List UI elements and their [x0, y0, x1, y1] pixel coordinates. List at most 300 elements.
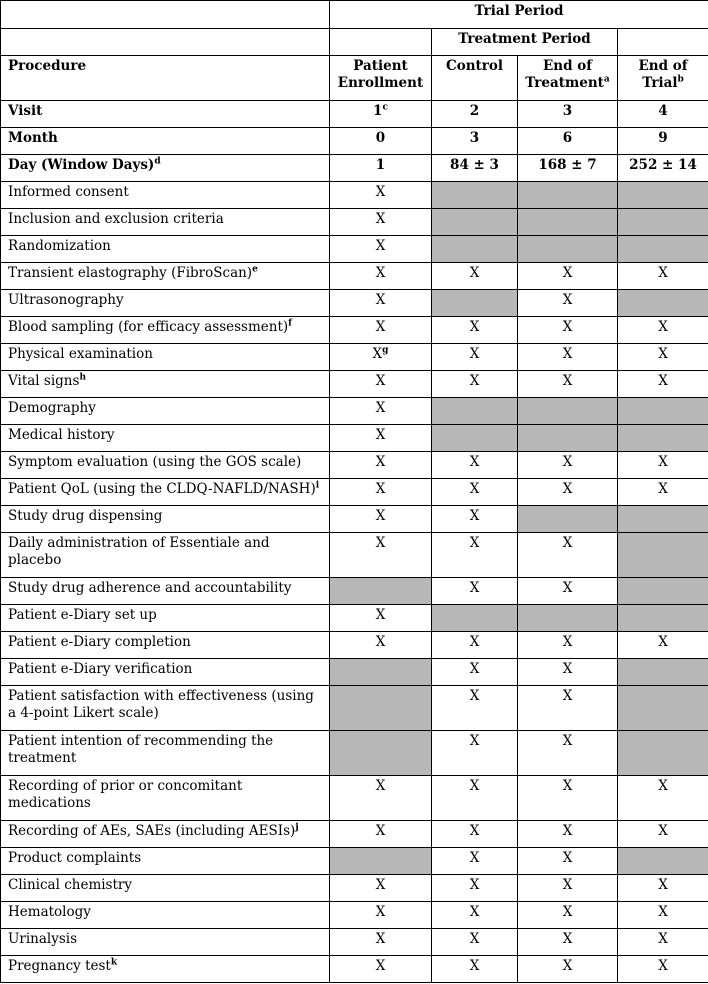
procedure-label-text: Symptom evaluation (using the GOS scale): [8, 454, 302, 470]
footnote-marker: d: [154, 156, 161, 167]
scheduled-mark: X: [658, 904, 668, 920]
scheduled-mark: X: [469, 733, 480, 749]
scheduled-mark: X: [658, 931, 668, 947]
procedure-label-text: Inclusion and exclusion criteria: [8, 211, 224, 227]
procedure-label-text: Vital signs: [8, 373, 80, 389]
info-value: 0: [375, 130, 386, 146]
procedure-row: [1, 182, 708, 209]
procedure-label: [1, 236, 330, 263]
not-applicable-cell: [618, 425, 708, 452]
scheduled-mark: X: [562, 454, 573, 470]
scheduled-mark-cell: [432, 479, 518, 506]
control-column-header: Control: [432, 56, 518, 101]
scheduled-mark-cell: [432, 686, 518, 731]
not-applicable-cell: [618, 686, 708, 731]
scheduled-mark-cell: [518, 317, 618, 344]
procedure-row: [1, 605, 708, 632]
procedure-label: [1, 317, 330, 344]
scheduled-mark-cell: [432, 875, 518, 902]
scheduled-mark-cell: [330, 902, 432, 929]
scheduled-mark: X: [469, 661, 480, 677]
scheduled-mark: X: [469, 481, 480, 497]
procedure-label-text: Urinalysis: [8, 931, 78, 947]
scheduled-mark-cell: [518, 533, 618, 578]
procedure-row: [1, 875, 708, 902]
scheduled-mark: X: [375, 238, 386, 254]
footnote-marker: a: [603, 74, 610, 85]
scheduled-mark-cell: [518, 371, 618, 398]
not-applicable-cell: [518, 182, 618, 209]
procedure-row: [1, 659, 708, 686]
scheduled-mark: X: [562, 481, 573, 497]
not-applicable-cell: [518, 506, 618, 533]
info-value: 2: [469, 103, 480, 119]
procedure-row: [1, 902, 708, 929]
scheduled-mark: X: [562, 292, 573, 308]
not-applicable-cell: [432, 398, 518, 425]
scheduled-mark-cell: [432, 902, 518, 929]
scheduled-mark: X: [562, 346, 573, 362]
scheduled-mark: X: [658, 481, 668, 497]
procedure-label-text: Medical history: [8, 427, 115, 443]
scheduled-mark: X: [469, 931, 480, 947]
procedure-label: [1, 506, 330, 533]
procedure-label: [1, 686, 330, 731]
procedure-row: [1, 425, 708, 452]
info-value: 4: [658, 103, 668, 119]
procedure-label-text: Blood sampling (for efficacy assessment): [8, 319, 289, 335]
scheduled-mark-cell: [432, 956, 518, 983]
scheduled-mark: X: [375, 265, 386, 281]
info-value-cell: [518, 128, 618, 155]
procedure-label-text: Study drug dispensing: [8, 508, 163, 524]
procedure-label: [1, 875, 330, 902]
scheduled-mark-cell: [518, 956, 618, 983]
procedure-row: [1, 344, 708, 371]
scheduled-mark-cell: [618, 875, 708, 902]
info-value: 3: [469, 130, 480, 146]
scheduled-mark-cell: [330, 776, 432, 821]
end-of-treatment-label: End of Treatment: [525, 58, 604, 91]
scheduled-mark-cell: [518, 902, 618, 929]
procedure-label: [1, 290, 330, 317]
procedure-label: [1, 659, 330, 686]
scheduled-mark: X: [562, 904, 573, 920]
header-blank-cell: [618, 29, 708, 56]
procedure-label: [1, 398, 330, 425]
header-blank-cell: [330, 29, 432, 56]
scheduled-mark: X: [469, 319, 480, 335]
procedure-label: [1, 929, 330, 956]
scheduled-mark-cell: [432, 659, 518, 686]
not-applicable-cell: [330, 578, 432, 605]
scheduled-mark: X: [375, 634, 386, 650]
not-applicable-cell: [518, 236, 618, 263]
procedure-label: [1, 956, 330, 983]
info-row-label: [1, 128, 330, 155]
procedure-label-text: Patient e-Diary verification: [8, 661, 193, 677]
scheduled-mark: X: [469, 265, 480, 281]
scheduled-mark-cell: [330, 875, 432, 902]
scheduled-mark-cell: [330, 632, 432, 659]
procedure-label: [1, 776, 330, 821]
scheduled-mark-cell: [330, 821, 432, 848]
not-applicable-cell: [432, 236, 518, 263]
procedure-label: [1, 533, 330, 578]
not-applicable-cell: [618, 209, 708, 236]
scheduled-mark-cell: [618, 821, 708, 848]
procedure-label: [1, 632, 330, 659]
scheduled-mark-cell: [518, 821, 618, 848]
scheduled-mark: X: [562, 373, 573, 389]
scheduled-mark: X: [658, 823, 668, 839]
scheduled-mark: X: [658, 877, 668, 893]
procedure-label: [1, 479, 330, 506]
scheduled-mark-cell: [518, 659, 618, 686]
not-applicable-cell: [330, 848, 432, 875]
patient-enrollment-column-header: Patient Enrollment: [330, 56, 432, 101]
scheduled-mark: X: [469, 850, 480, 866]
scheduled-mark: X: [562, 958, 573, 974]
scheduled-mark: X: [375, 931, 386, 947]
scheduled-mark: X: [375, 823, 386, 839]
not-applicable-cell: [618, 605, 708, 632]
scheduled-mark: X: [658, 265, 668, 281]
footnote-marker: j: [295, 822, 299, 833]
scheduled-mark: X: [562, 778, 573, 794]
not-applicable-cell: [432, 290, 518, 317]
procedure-label: [1, 182, 330, 209]
scheduled-mark: X: [469, 346, 480, 362]
end-of-treatment-column-header: [518, 56, 618, 101]
scheduled-mark-cell: [330, 209, 432, 236]
info-value-cell: [330, 101, 432, 128]
procedure-row: [1, 731, 708, 776]
info-value: 84 ± 3: [450, 157, 499, 173]
info-value: 6: [562, 130, 573, 146]
info-value-cell: [330, 155, 432, 182]
scheduled-mark: X: [562, 580, 573, 596]
visit-info-rows: [1, 101, 708, 182]
procedure-row: [1, 263, 708, 290]
scheduled-mark-cell: [432, 344, 518, 371]
treatment-period-header: Treatment Period: [432, 29, 618, 56]
not-applicable-cell: [518, 605, 618, 632]
scheduled-mark-cell: [330, 236, 432, 263]
scheduled-mark-cell: [432, 452, 518, 479]
scheduled-mark: X: [375, 373, 386, 389]
not-applicable-cell: [432, 425, 518, 452]
procedure-row: [1, 479, 708, 506]
scheduled-mark-cell: [432, 506, 518, 533]
not-applicable-cell: [618, 182, 708, 209]
info-value: 9: [658, 130, 668, 146]
procedure-label: [1, 578, 330, 605]
scheduled-mark: X: [469, 634, 480, 650]
procedure-label: [1, 902, 330, 929]
scheduled-mark-cell: [330, 398, 432, 425]
scheduled-mark: X: [658, 454, 668, 470]
scheduled-mark: X: [375, 508, 386, 524]
procedure-row: [1, 398, 708, 425]
info-label-text: Visit: [8, 103, 43, 119]
scheduled-mark: X: [375, 481, 386, 497]
procedure-label-text: Patient e-Diary set up: [8, 607, 157, 623]
scheduled-mark: X: [562, 823, 573, 839]
procedure-row: [1, 929, 708, 956]
scheduled-mark-cell: [618, 479, 708, 506]
scheduled-mark-cell: [330, 605, 432, 632]
scheduled-mark-cell: [518, 776, 618, 821]
info-value-cell: [432, 101, 518, 128]
scheduled-mark-cell: [330, 182, 432, 209]
scheduled-mark: X: [562, 931, 573, 947]
end-of-trial-label: End of Trial: [638, 58, 688, 91]
scheduled-mark: X: [658, 319, 668, 335]
footnote-marker: e: [252, 264, 258, 275]
scheduled-mark-cell: [618, 776, 708, 821]
procedure-label: [1, 605, 330, 632]
procedure-label-text: Patient satisfaction with effectiveness (using a 4-point Likert scale): [8, 688, 314, 721]
scheduled-mark: X: [375, 607, 386, 623]
scheduled-mark: X: [469, 877, 480, 893]
scheduled-mark: X: [372, 346, 383, 362]
procedure-label-text: Transient elastography (FibroScan): [8, 265, 253, 281]
scheduled-mark: X: [658, 346, 668, 362]
scheduled-mark: X: [375, 211, 386, 227]
scheduled-mark-cell: [518, 632, 618, 659]
procedure-row: [1, 533, 708, 578]
not-applicable-cell: [330, 659, 432, 686]
procedure-row: [1, 317, 708, 344]
procedure-label: [1, 821, 330, 848]
not-applicable-cell: [330, 731, 432, 776]
info-row: [1, 128, 708, 155]
scheduled-mark: X: [562, 535, 573, 551]
info-label-text: Day (Window Days): [8, 157, 155, 173]
scheduled-mark-cell: [330, 317, 432, 344]
not-applicable-cell: [618, 731, 708, 776]
footnote-marker: f: [288, 318, 293, 329]
procedure-label: [1, 344, 330, 371]
scheduled-mark: X: [658, 958, 668, 974]
info-value-cell: [618, 128, 708, 155]
not-applicable-cell: [618, 398, 708, 425]
scheduled-mark-cell: [432, 731, 518, 776]
scheduled-mark-cell: [518, 479, 618, 506]
scheduled-mark-cell: [432, 632, 518, 659]
scheduled-mark-cell: [432, 821, 518, 848]
scheduled-mark: X: [469, 823, 480, 839]
scheduled-mark: X: [469, 454, 480, 470]
scheduled-mark: X: [375, 454, 386, 470]
procedure-label: [1, 452, 330, 479]
scheduled-mark-cell: [518, 731, 618, 776]
scheduled-mark: X: [375, 958, 386, 974]
scheduled-mark-cell: [618, 452, 708, 479]
not-applicable-cell: [618, 578, 708, 605]
scheduled-mark: X: [469, 535, 480, 551]
procedure-label-text: Hematology: [8, 904, 91, 920]
not-applicable-cell: [618, 533, 708, 578]
scheduled-mark-cell: [518, 452, 618, 479]
info-row-label: [1, 155, 330, 182]
scheduled-mark: X: [469, 778, 480, 794]
scheduled-mark-cell: [330, 479, 432, 506]
scheduled-mark-cell: [518, 344, 618, 371]
info-value: 1: [373, 103, 383, 119]
scheduled-mark-cell: [432, 371, 518, 398]
not-applicable-cell: [518, 209, 618, 236]
scheduled-mark-cell: [432, 263, 518, 290]
info-row: [1, 155, 708, 182]
scheduled-mark-cell: [330, 425, 432, 452]
not-applicable-cell: [330, 686, 432, 731]
scheduled-mark-cell: [432, 578, 518, 605]
scheduled-mark: X: [469, 580, 480, 596]
not-applicable-cell: [618, 659, 708, 686]
footnote-marker: c: [382, 102, 388, 113]
procedure-row: [1, 956, 708, 983]
scheduled-mark-cell: [330, 371, 432, 398]
scheduled-mark: X: [469, 373, 480, 389]
procedure-label-text: Daily administration of Essentiale and placebo: [8, 535, 270, 568]
procedure-row: [1, 506, 708, 533]
scheduled-mark: X: [658, 778, 668, 794]
scheduled-mark-cell: [518, 290, 618, 317]
scheduled-mark: X: [562, 733, 573, 749]
scheduled-mark: X: [562, 877, 573, 893]
footnote-marker: i: [315, 480, 320, 491]
scheduled-mark-cell: [330, 956, 432, 983]
scheduled-mark-cell: [518, 848, 618, 875]
scheduled-mark-cell: [432, 929, 518, 956]
scheduled-mark: X: [375, 427, 386, 443]
scheduled-mark-cell: [518, 578, 618, 605]
procedure-row: [1, 290, 708, 317]
info-value-cell: [518, 155, 618, 182]
scheduled-mark-cell: [618, 956, 708, 983]
scheduled-mark-cell: [618, 371, 708, 398]
procedure-row: [1, 209, 708, 236]
scheduled-mark-cell: [618, 929, 708, 956]
procedure-row: [1, 452, 708, 479]
scheduled-mark: X: [375, 877, 386, 893]
procedure-row: [1, 371, 708, 398]
scheduled-mark: X: [562, 850, 573, 866]
procedure-row: [1, 632, 708, 659]
info-value: 168 ± 7: [538, 157, 597, 173]
procedure-label-text: Clinical chemistry: [8, 877, 132, 893]
procedure-column-header: Procedure: [1, 56, 330, 101]
procedure-label-text: Pregnancy test: [8, 958, 111, 974]
info-row: [1, 101, 708, 128]
scheduled-mark-cell: [518, 263, 618, 290]
scheduled-mark-cell: [330, 506, 432, 533]
scheduled-mark-cell: [618, 317, 708, 344]
procedure-label-text: Product complaints: [8, 850, 142, 866]
scheduled-mark: X: [562, 661, 573, 677]
scheduled-mark-cell: [618, 263, 708, 290]
not-applicable-cell: [618, 236, 708, 263]
procedure-label: [1, 425, 330, 452]
scheduled-mark: X: [469, 508, 480, 524]
scheduled-mark-cell: [432, 776, 518, 821]
scheduled-mark: X: [469, 958, 480, 974]
footnote-marker: k: [110, 957, 118, 968]
procedure-label-text: Demography: [8, 400, 96, 416]
scheduled-mark-cell: [618, 344, 708, 371]
not-applicable-cell: [618, 848, 708, 875]
procedure-label-text: Study drug adherence and accountability: [8, 580, 292, 596]
info-label-text: Month: [8, 130, 58, 146]
procedure-row: [1, 686, 708, 731]
info-value-cell: [618, 101, 708, 128]
procedure-row: [1, 848, 708, 875]
trial-period-header: Trial Period: [330, 1, 708, 29]
info-value-cell: [330, 128, 432, 155]
not-applicable-cell: [518, 425, 618, 452]
procedure-label: [1, 263, 330, 290]
scheduled-mark: X: [562, 265, 573, 281]
not-applicable-cell: [618, 506, 708, 533]
header-blank-cell: [1, 29, 330, 56]
scheduled-mark-cell: [618, 632, 708, 659]
header-blank-cell: [1, 1, 330, 29]
procedure-label: [1, 209, 330, 236]
procedure-label-text: Informed consent: [8, 184, 129, 200]
scheduled-mark: X: [469, 688, 480, 704]
scheduled-mark-cell: [432, 317, 518, 344]
scheduled-mark: X: [658, 634, 668, 650]
footnote-marker: g: [382, 345, 389, 356]
info-value: 1: [375, 157, 386, 173]
scheduled-mark: X: [469, 904, 480, 920]
footnote-marker: b: [677, 74, 684, 85]
scheduled-mark: X: [375, 184, 386, 200]
scheduled-mark-cell: [432, 848, 518, 875]
not-applicable-cell: [432, 209, 518, 236]
procedure-label-text: Ultrasonography: [8, 292, 124, 308]
scheduled-mark-cell: [518, 686, 618, 731]
scheduled-mark-cell: [330, 263, 432, 290]
scheduled-mark-cell: [330, 452, 432, 479]
scheduled-mark: X: [658, 373, 668, 389]
scheduled-mark-cell: [330, 533, 432, 578]
scheduled-mark: X: [375, 400, 386, 416]
procedure-label-text: Randomization: [8, 238, 111, 254]
procedure-label-text: Recording of prior or concomitant medications: [8, 778, 243, 811]
scheduled-mark-cell: [432, 533, 518, 578]
scheduled-mark: X: [375, 904, 386, 920]
end-of-trial-column-header: [618, 56, 708, 101]
info-value-cell: [518, 101, 618, 128]
scheduled-mark-cell: [518, 929, 618, 956]
procedure-label-text: Patient intention of recommending the treatment: [8, 733, 274, 766]
scheduled-mark: X: [375, 292, 386, 308]
scheduled-mark-cell: [618, 902, 708, 929]
procedure-row: [1, 578, 708, 605]
info-value-cell: [432, 155, 518, 182]
procedure-row: [1, 236, 708, 263]
procedure-label-text: Physical examination: [8, 346, 153, 362]
scheduled-mark: X: [562, 688, 573, 704]
footnote-marker: h: [79, 372, 86, 383]
not-applicable-cell: [432, 182, 518, 209]
table-header: [1, 1, 708, 101]
procedure-label: [1, 731, 330, 776]
info-value: 252 ± 14: [629, 157, 697, 173]
